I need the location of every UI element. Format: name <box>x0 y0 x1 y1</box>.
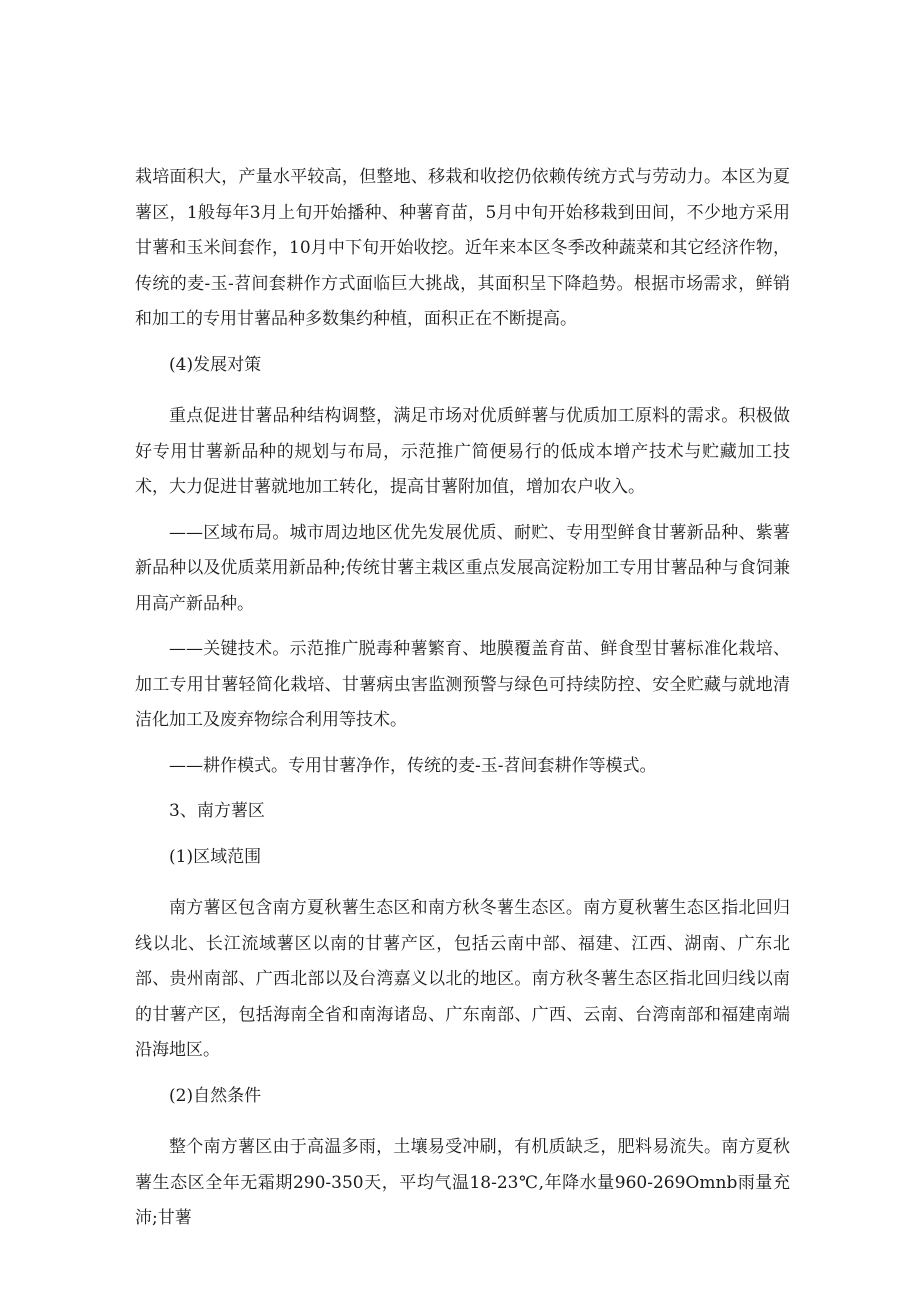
heading-natural-conditions: (2)自然条件 <box>169 1085 262 1106</box>
paragraph-key-technology: ——关键技术。示范推广脱毒种薯繁育、地膜覆盖育苗、鲜食型甘薯标准化栽培、加工专用甘薯轻简化栽培、甘薯病虫害监测预警与绿色可持续防控、安全贮藏与就地清洁化加工及废弃物综合利用等技术。 <box>135 639 790 730</box>
paragraph-cultivation: 栽培面积大，产量水平较高，但整地、移栽和收挖仍依赖传统方式与劳动力。本区为夏薯区，1般每年3月上旬开始播种、种薯育苗，5月中旬开始移栽到田间，不少地方采用甘薯和玉米间套作，10月中下旬开始收挖。近年来本区冬季改种蔬菜和其它经济作物，传统的麦-玉-苕间套耕作方式面临巨大挑战，其面积呈下降趋势。根据市场需求，鲜销和加工的专用甘薯品种多数集约种植，面积正在不断提高。 <box>135 167 790 329</box>
heading-development-strategy: (4)发展对策 <box>169 354 262 375</box>
paragraph-regional-layout: ——区域布局。城市周边地区优先发展优质、耐贮、专用型鲜食甘薯新品种、紫薯新品种以及优质菜用新品种;传统甘薯主栽区重点发展高淀粉加工专用甘薯品种与食饲兼用高产新品种。 <box>135 522 790 614</box>
heading-region-scope: (1)区域范围 <box>169 846 262 867</box>
paragraph-farming-mode: ——耕作模式。专用甘薯净作，传统的麦-玉-苕间套耕作等模式。 <box>169 755 657 776</box>
paragraph-region-scope: 南方薯区包含南方夏秋薯生态区和南方秋冬薯生态区。南方夏秋薯生态区指北回归线以北、长江流域薯区以南的甘薯产区，包括云南中部、福建、江西、湖南、广东北部、贵州南部、广西北部以及台湾嘉义以北的地区。南方秋冬薯生态区指北回归线以南的甘薯产区，包括海南全省和南海诸岛、广东南部、广西、云南、台湾南部和福建南端沿海地区。 <box>135 898 790 1060</box>
paragraph-strategy: 重点促进甘薯品种结构调整，满足市场对优质鲜薯与优质加工原料的需求。积极做好专用甘薯新品种的规划与布局，示范推广简便易行的低成本增产技术与贮藏加工技术，大力促进甘薯就地加工转化，提高甘薯附加值，增加农户收入。 <box>135 406 790 497</box>
paragraph-natural-conditions: 整个南方薯区由于高温多雨，土壤易受冲刷，有机质缺乏，肥料易流失。南方夏秋薯生态区全年无霜期290-350天，平均气温18-23℃,年降水量960-269Omnb雨量充沛;甘薯 <box>135 1137 790 1228</box>
heading-southern-region: 3、南方薯区 <box>169 801 265 821</box>
document-page <box>135 160 790 1237</box>
